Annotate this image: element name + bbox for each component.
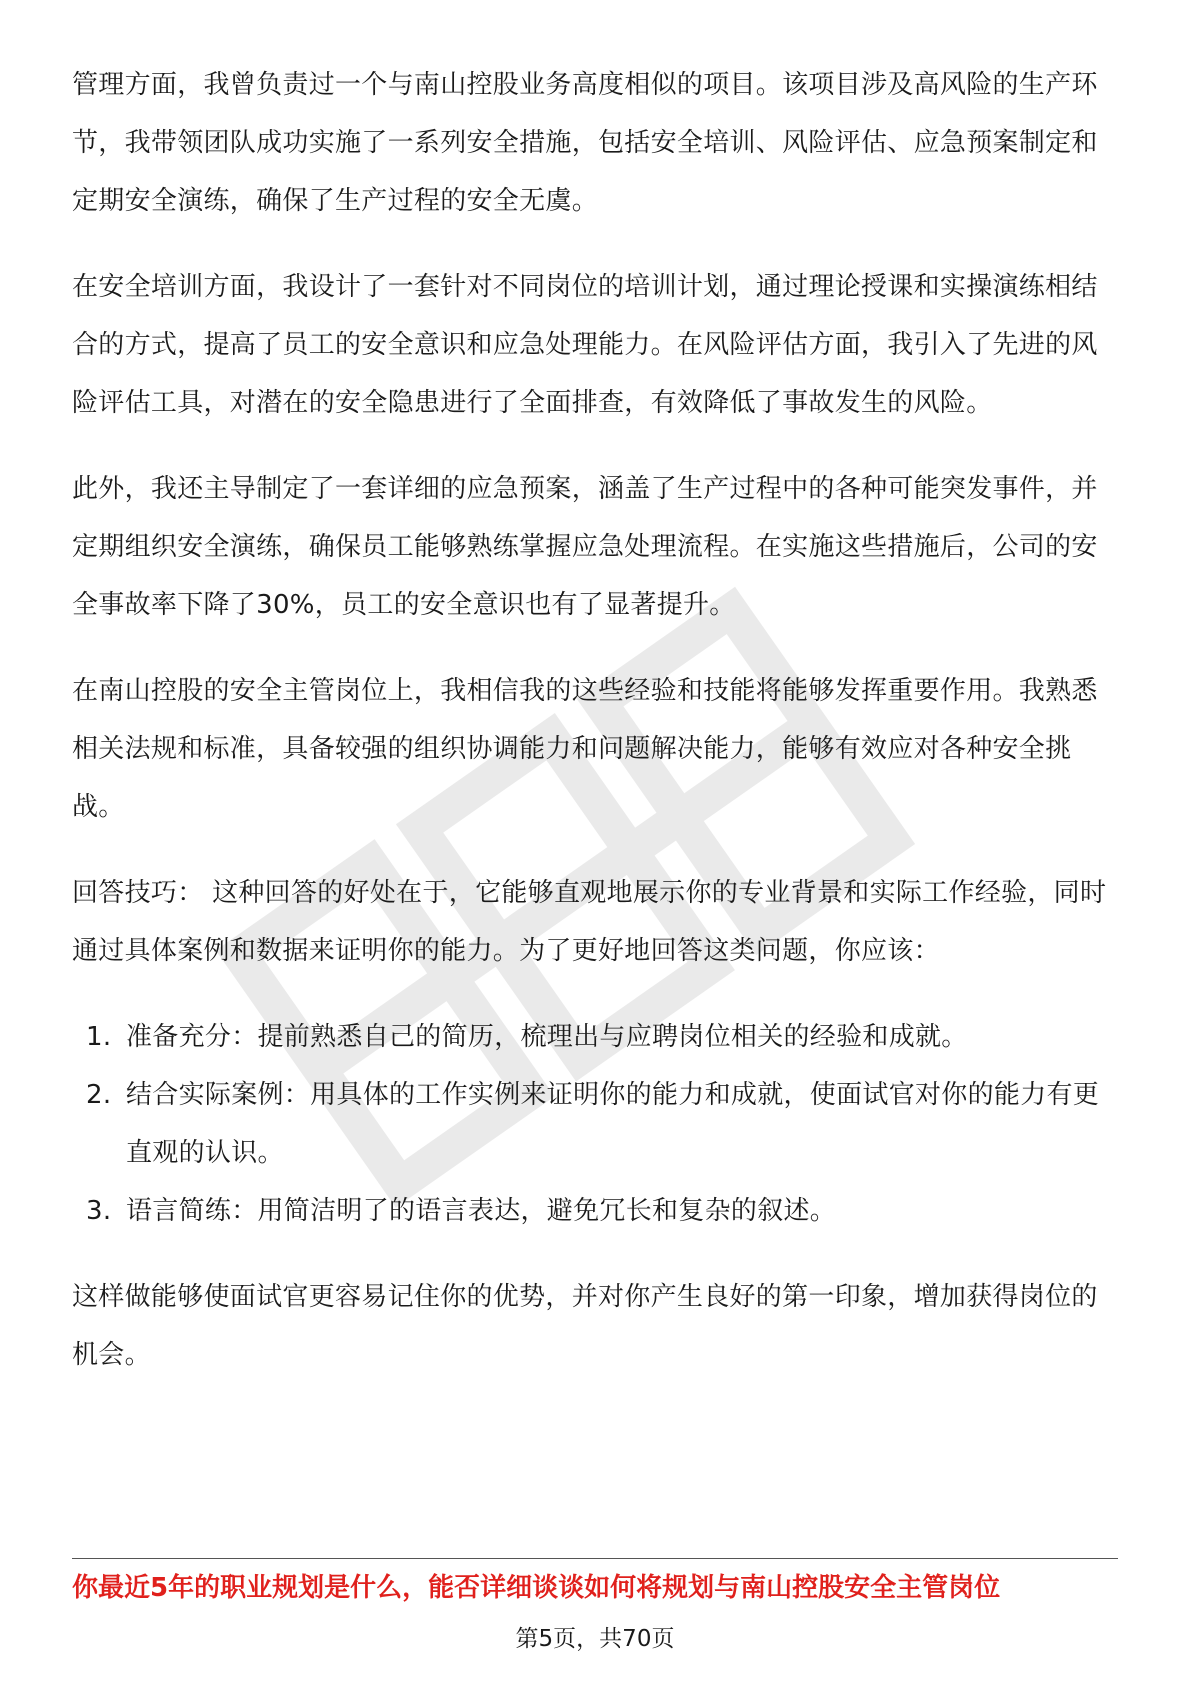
paragraph-emergency-plan: 此外，我还主导制定了一套详细的应急预案，涵盖了生产过程中的各种可能突发事件，并定期组织安全演练，确保员工能够熟练掌握应急处理流程。在实施这些措施后，公司的安全事故率下降了30%，员工的安全意识也有了显著提升。 [72, 474, 1098, 620]
list-item-number: 1. [86, 1022, 112, 1052]
section-divider [72, 1558, 1118, 1559]
tips-list [72, 1008, 1118, 1240]
page-footer: 第5页，共70页 [515, 1626, 675, 1652]
next-question-heading: 你最近5年的职业规划是什么，能否详细谈谈如何将规划与南山控股安全主管岗位 [72, 1573, 1001, 1603]
list-item [72, 1008, 1118, 1066]
list-item-text: 结合实际案例：用具体的工作实例来证明你的能力和成就，使面试官对你的能力有更直观的认识。 [126, 1080, 1100, 1168]
paragraph-role-fit: 在南山控股的安全主管岗位上，我相信我的这些经验和技能将能够发挥重要作用。我熟悉相关法规和标准，具备较强的组织协调能力和问题解决能力，能够有效应对各种安全挑战。 [72, 676, 1098, 822]
main-content [72, 56, 1118, 1412]
paragraph-training-risk: 在安全培训方面，我设计了一套针对不同岗位的培训计划，通过理论授课和实操演练相结合的方式，提高了员工的安全意识和应急处理能力。在风险评估方面，我引入了先进的风险评估工具，对潜在的安全隐患进行了全面排查，有效降低了事故发生的风险。 [72, 272, 1098, 418]
list-item-number: 3. [86, 1196, 112, 1226]
paragraph-answer-tips: 回答技巧： 这种回答的好处在于，它能够直观地展示你的专业背景和实际工作经验，同时通过具体案例和数据来证明你的能力。为了更好地回答这类问题，你应该： [72, 878, 1107, 966]
paragraph-closing: 这样做能够使面试官更容易记住你的优势，并对你产生良好的第一印象，增加获得岗位的机会。 [72, 1282, 1098, 1370]
paragraph-management-experience: 管理方面，我曾负责过一个与南山控股业务高度相似的项目。该项目涉及高风险的生产环节，我带领团队成功实施了一系列安全措施，包括安全培训、风险评估、应急预案制定和定期安全演练，确保了生产过程的安全无虞。 [72, 70, 1098, 216]
list-item-number: 2. [86, 1080, 112, 1110]
list-item [72, 1182, 1118, 1240]
list-item-text: 语言简练：用简洁明了的语言表达，避免冗长和复杂的叙述。 [126, 1196, 837, 1226]
list-item-text: 准备充分：提前熟悉自己的简历，梳理出与应聘岗位相关的经验和成就。 [126, 1022, 968, 1052]
list-item [72, 1066, 1118, 1182]
